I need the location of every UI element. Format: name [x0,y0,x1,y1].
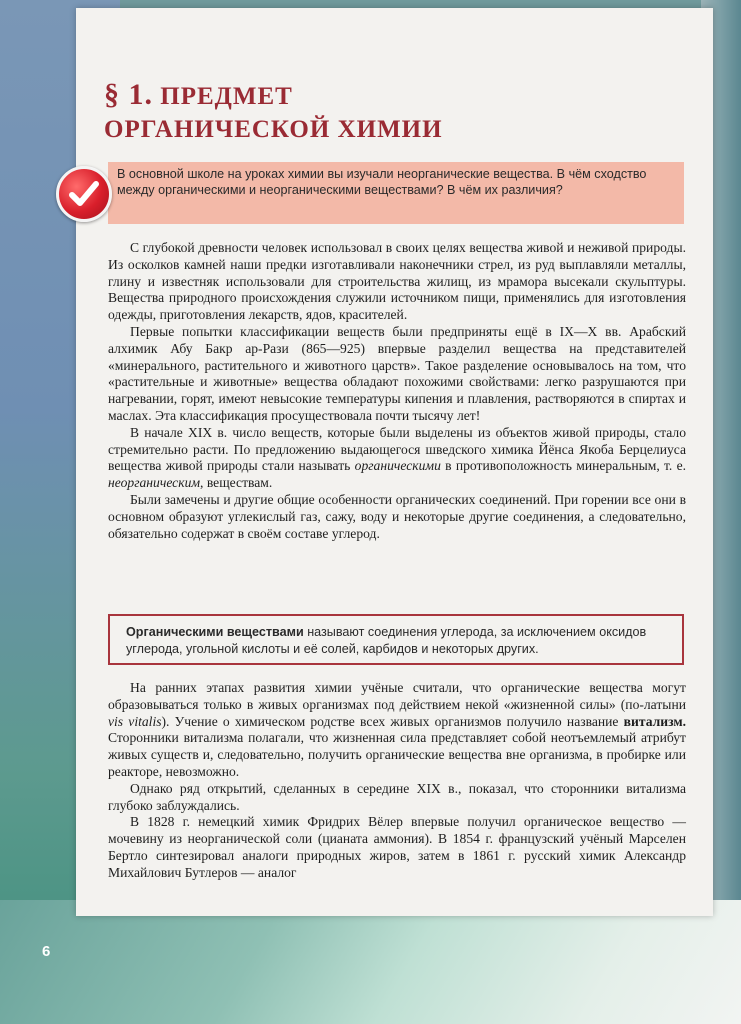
section-title-line2: ОРГАНИЧЕСКОЙ ХИМИИ [104,116,443,143]
page-number: 6 [42,943,51,960]
term-vitalism: витализм. [623,713,686,729]
question-text: В основной школе на уроках химии вы изучали неорганические вещества. В чём сходство между органическими и неорганическими веществами? В чём их различия? [117,167,647,197]
paragraph: На ранних этапах развития химии учёные считали, что органические вещества могут образовываться только в живых организмах под действием некой «жизненной силы» (по-латыни vis vitalis). Учение о химическом родстве всех живых организмов получило название витализм. Сторонники витализма полагали, что жизненная сила представляет собой неотъемлемый атрибут живых существ и, следовательно, получить органические вещества вне организма, в пробирке или реакторе, невозможно. [108,680,686,779]
paragraph: В начале XIX в. число веществ, которые были выделены из объектов живой природы, стало стремительно расти. По предложению выдающегося шведского химика Йёнса Якоба Берцелиуса вещества живой природы стали называть органическими в противоположность минеральным, т. е. неорганическим, веществам. [108,424,687,491]
term-organic: органическими [354,458,441,474]
paragraph: Первые попытки классификации веществ были предприняты ещё в IX—X вв. Арабский алхимик Абу Бакр ар-Рази (865—925) впервые разделил вещества на представителей «минерального, растительного и животного царств». Такое разделение основывалось на том, что «растительные и животные» вещества обладают похожими свойствами: легко разрушаются при нагревании, горят, имеют невысокие температуры кипения и плавления, растворяются в спиртах и маслах. Эта классификация просуществовала почти тысячу лет! [108,323,686,423]
checkmark-icon [56,166,112,222]
body-text-bottom [108,680,686,882]
definition-text: Органическими веществами называют соединения углерода, за исключением оксидов углерода, угольной кислоты и её солей, карбидов и некоторых других. [126,625,647,656]
definition-term: Органическими веществами [126,625,304,639]
paragraph: Были замечены и другие общие особенности органических соединений. При горении все они в основном образуют углекислый газ, сажу, воду и некоторые другие соединения, а следовательно, обязательно содержат в своём составе углерод. [108,491,686,541]
section-title-line1: ПРЕДМЕТ [160,83,293,110]
section-number: § 1. [104,78,153,111]
section-title [104,78,604,146]
body-text-top [108,240,686,542]
paragraph: С глубокой древности человек использовал в своих целях вещества живой и неживой природы. Из осколков камней наши предки изготавливали наконечники стрел, из руд выплавляли металлы, глину и известняк использовали для строительства жилищ, из мрамора высекали скульптуры. Вещества природного происхождения служили источником пищи, применялись для изготовления одежды, приготовления лекарств, ядов, красителей. [108,240,686,323]
term-inorganic: неорганическим [108,475,201,491]
page-background-bottom [0,900,741,1024]
latin-term: vis vitalis [108,713,162,729]
paragraph: В 1828 г. немецкий химик Фридрих Вёлер впервые получил органическое вещество — мочевину из неорганической соли (цианата аммония). В 1854 г. французский учёный Марселен Бертло синтезировал аналоги природных жиров, затем в 1861 г. русский химик Александр Михайлович Бутлеров — аналог [108,814,686,880]
paragraph: Однако ряд открытий, сделанных в середине XIX в., показал, что сторонники витализма глубоко заблуждались. [108,780,686,813]
